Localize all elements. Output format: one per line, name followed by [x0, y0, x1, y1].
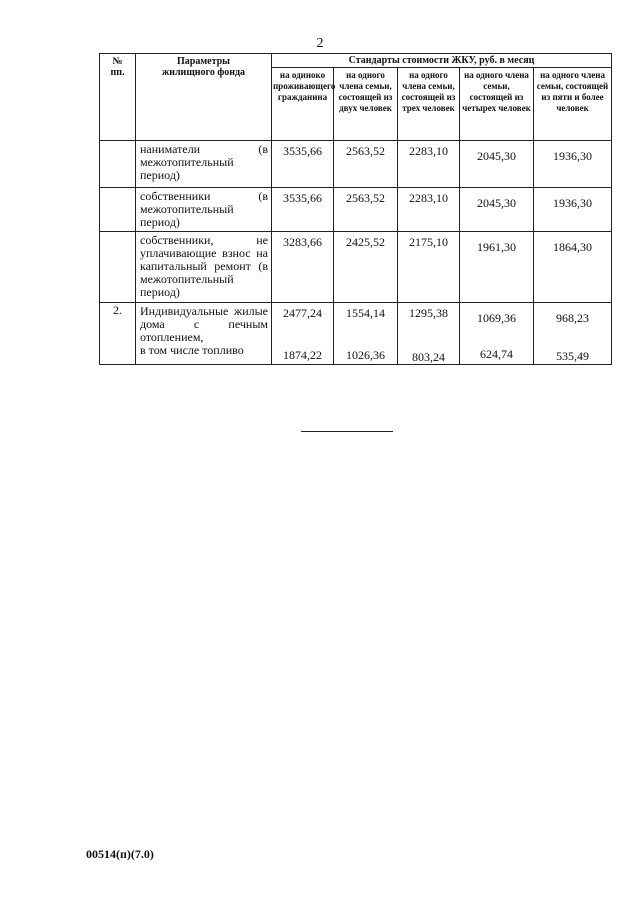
row-param-sub: в том числе топливо: [140, 343, 244, 357]
row-value-sub: 1026,36: [346, 348, 385, 362]
row-value-cell: [398, 303, 460, 365]
row-value: 2563,52: [334, 141, 398, 188]
header-col-4: на одного члена семьи, состоящей из четырех человек: [460, 68, 534, 141]
row-value: 1961,30: [460, 232, 534, 303]
row-value-sub: 535,49: [556, 349, 590, 363]
row-number: 2.: [100, 303, 136, 365]
header-standards: Стандарты стоимости ЖКУ, руб. в месяц: [272, 54, 612, 68]
separator-line: [301, 431, 393, 432]
row-value: 2045,30: [460, 141, 534, 188]
row-param: Индивидуальные жилые дома с печным отоплением,: [140, 304, 268, 344]
header-col-3: на одного члена семьи, состоящей из трех человек: [398, 68, 460, 141]
row-param-cell: [136, 303, 272, 365]
row-value: 1069,36: [477, 311, 516, 325]
row-value: 3535,66: [272, 188, 334, 232]
table-row: [100, 188, 612, 232]
header-row: [100, 54, 612, 68]
row-value: 3283,66: [272, 232, 334, 303]
table-row: [100, 303, 612, 365]
row-value-cell: [272, 303, 334, 365]
row-value-cell: [460, 303, 534, 365]
row-value-sub: 624,74: [480, 347, 513, 361]
header-col-1: на одиноко проживающего гражданина: [272, 68, 334, 141]
row-value-sub: 1874,22: [283, 348, 322, 362]
row-param: собственники (в межотопительный период): [136, 188, 272, 232]
page-number: 2: [316, 36, 324, 51]
row-number: [100, 232, 136, 303]
row-value: 2477,24: [283, 306, 322, 320]
row-value: 2425,52: [334, 232, 398, 303]
row-value-cell: [534, 303, 612, 365]
row-value-sub: 803,24: [412, 350, 445, 364]
row-value: 1936,30: [534, 188, 612, 232]
row-value: 1936,30: [534, 141, 612, 188]
header-num: № пп.: [100, 54, 136, 141]
row-value: 2283,10: [398, 188, 460, 232]
standards-table: [99, 53, 612, 365]
row-value-cell: [334, 303, 398, 365]
header-col-2: на одного члена семьи, состоящей из двух человек: [334, 68, 398, 141]
row-value: 1295,38: [409, 306, 448, 320]
row-value: 3535,66: [272, 141, 334, 188]
row-value: 1864,30: [534, 232, 612, 303]
row-value: 968,23: [556, 311, 590, 325]
row-value: 2175,10: [398, 232, 460, 303]
row-param: собственники, не уплачивающие взнос на капитальный ремонт (в межотопительный период): [136, 232, 272, 303]
row-value: 2283,10: [398, 141, 460, 188]
header-col-5: на одного члена семьи, состоящей из пяти и более человек: [534, 68, 612, 141]
header-params: Параметры жилищного фонда: [136, 54, 272, 141]
row-value: 2563,52: [334, 188, 398, 232]
row-param: наниматели (в межотопительный период): [136, 141, 272, 188]
row-number: [100, 188, 136, 232]
row-number: [100, 141, 136, 188]
row-value: 2045,30: [460, 188, 534, 232]
table-row: [100, 141, 612, 188]
row-value: 1554,14: [346, 306, 385, 320]
table-row: [100, 232, 612, 303]
document-code: 00514(п)(7.0): [86, 847, 154, 861]
